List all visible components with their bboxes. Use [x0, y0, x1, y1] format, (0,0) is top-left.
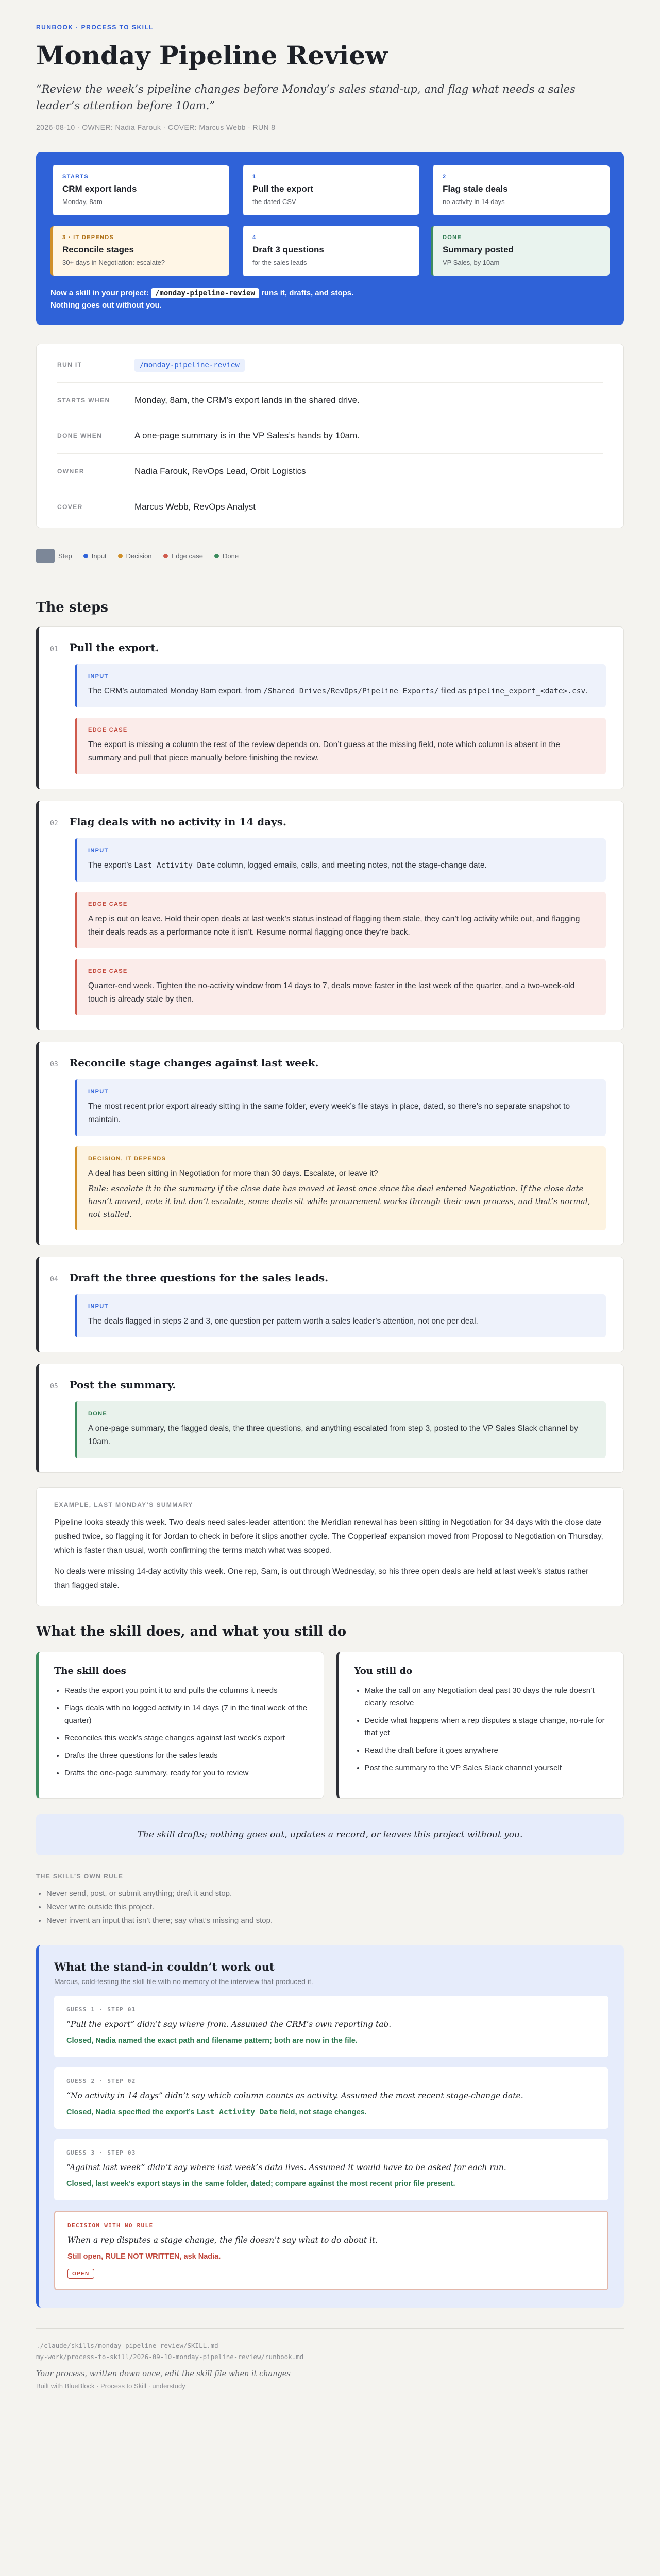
step-card-02: 02 Flag deals with no activity in 14 days. INPUT The export’s Last Activity Date column, logged emails, calls, and meeting notes, not the stage-change date. EDGE CASE A rep is out on leave. Hold their open deals at last week’s status instead of flagging them stale, they can’t log activity while out, and flagging their deals reads as a performance note it isn’t. Resume normal flagging once they’re back. EDGE CASE Quarter-end week. Tighten the no-activity window from 14 days to 7, deals move faster in the last week of the quarter, and a two-week-old touch is already stale by then.: [36, 801, 624, 1030]
breadcrumb: RUNBOOK · PROCESS TO SKILL: [36, 24, 154, 31]
flow-card-starts: STARTS CRM export lands Monday, 8am: [50, 165, 229, 215]
list-item: • Drafts the one-page summary, ready for you to review: [64, 1767, 308, 1780]
legend: Step Input Decision Edge case Done: [36, 549, 624, 563]
rules-heading: THE SKILL’S OWN RULE: [36, 1873, 124, 1880]
list-item: • Read the draft before it goes anywhere: [365, 1744, 608, 1757]
guess-card-2: GUESS 2 · STEP 02 “No activity in 14 days” didn’t say which column counts as activity. Assumed the most recent stage-change date. Closed, Nadia specified the export’s Last Activity Date field, not stage changes.: [54, 2067, 608, 2129]
flow-card-done: DONE Summary posted VP Sales, by 10am: [431, 226, 610, 276]
edge-case-block: EDGE CASE The export is missing a column the rest of the review depends on. Don’t guess at the missing field, note which column is absent in the summary and pull that piece manually before finishing the review.: [75, 718, 606, 774]
guess-card-3: GUESS 3 · STEP 03 “Against last week” didn’t say where last week’s data lives. Assumed it would have to be asked for each run. Closed, last week’s export stays in the same folder, dated; compare against the most recent prior file present.: [54, 2139, 608, 2200]
flow-note: Now a skill in your project: /monday-pipeline-review runs it, drafts, and stops. Nothing goes out without you.: [50, 289, 354, 310]
step-card-03: 03 Reconcile stage changes against last week. INPUT The most recent prior export already sitting in the same folder, every week’s file stays in place, dated, so there’s no separate snapshot to maintain. DECISION, IT DEPENDS A deal has been sitting in Negotiation for more than 30 days. Escalate, or leave it? Rule: escalate it in the summary if the close date has moved at least once since the deal entered Negotiation. If the close date hasn’t moved, note it but don’t escalate, some deals sit while procurement works through their own process, and that’s normal, not stalled.: [36, 1042, 624, 1245]
flow-row-top: [50, 165, 610, 215]
list-item: • Flags deals with no logged activity in 14 days (7 in the final week of the quarter): [64, 1702, 308, 1727]
list-item: • Decide what happens when a rep disputes a stage change, no-rule for that yet: [365, 1715, 608, 1739]
drafts-only-banner: The skill drafts; nothing goes out, updates a record, or leaves this project without you.: [36, 1814, 624, 1855]
run-row-starts-when: STARTS WHEN Monday, 8am, the CRM’s export lands in the shared drive.: [57, 383, 603, 418]
list-item: • Make the call on any Negotiation deal past 30 days the rule doesn’t clearly resolve: [365, 1685, 608, 1709]
open-decision-card: DECISION WITH NO RULE When a rep disputes a stage change, the file doesn’t say what to do about it. Still open, RULE NOT WRITTEN, ask Nadia. OPEN: [54, 2211, 608, 2290]
skill-command[interactable]: /monday-pipeline-review: [151, 288, 259, 298]
you-do-column: You still do • Make the call on any Negotiation deal past 30 days the rule doesn’t clearly resolve • Decide what happens when a rep disputes a stage change, no-rule for that yet • Read the draft before it goes anywhere • Post the summary to the VP Sales Slack channel yourself: [336, 1652, 624, 1799]
steps-heading: The steps: [36, 600, 108, 615]
decision-rule: Rule: escalate it in the summary if the close date has moved at least once since the deal entered Negotiation. If the close date hasn’t moved, note it but don’t escalate, some deals sit while procurement works through their own process, and that’s normal, not stalled.: [88, 1184, 590, 1219]
list-item: • Reconciles this week’s stage changes against last week’s export: [64, 1732, 308, 1744]
step-swatch-icon: [36, 549, 55, 563]
edge-dot-icon: [163, 554, 168, 558]
input-block: INPUT The CRM’s automated Monday 8am export, from /Shared Drives/RevOps/Pipeline Exports/ filed as pipeline_export_<date>.csv.: [75, 664, 606, 707]
list-item: • Never send, post, or submit anything; draft it and stop.: [46, 1887, 624, 1901]
input-dot-icon: [83, 554, 88, 558]
skill-does-column: The skill does • Reads the export you point it to and pulls the columns it needs • Flags deals with no logged activity in 14 days (7 in the final week of the quarter) • Reconciles this week’s stage changes against last week’s export • Drafts the three questions for the sales leads • Drafts the one-page summary, ready for you to review: [36, 1652, 324, 1799]
runbook-file-path[interactable]: my-work/process-to-skill/2026-09-10-monday-pipeline-review/runbook.md: [36, 2353, 304, 2361]
footer: [36, 2328, 624, 2390]
step-card-04: 04 Draft the three questions for the sales leads. INPUT The deals flagged in steps 2 and 3, one question per pattern worth a sales leader’s attention, not one per deal.: [36, 1257, 624, 1352]
list-item: • Post the summary to the VP Sales Slack channel yourself: [365, 1762, 608, 1774]
stand-in-guesses: What the stand-in couldn’t work out Marcus, cold-testing the skill file with no memory of the interview that produced it. GUESS 1 · STEP 01 “Pull the export” didn’t say where from. Assumed the CRM’s own reporting tab. Closed, Nadia named the exact path and filename pattern; both are now in the file. GUESS 2 · STEP 02 “No activity in 14 days” didn’t say which column counts as activity. Assumed the most recent stage-change date. Closed, Nadia specified the export’s Last Activity Date field, not stage changes. GUESS 3 · STEP 03 “Against last week” didn’t say where last week’s data lives. Assumed it would have to be asked for each run. Closed, last week’s export stays in the same folder, dated; compare against the most recent prior file present. DECISION WITH NO RULE When a rep disputes a stage change, the file doesn’t say what to do about it. Still open, RULE NOT WRITTEN, ask Nadia. OPEN: [36, 1945, 624, 2308]
run-meta: 2026-08-10 · OWNER: Nadia Farouk · COVER: Marcus Webb · RUN 8: [36, 123, 276, 131]
flow-card-step-2: 2 Flag stale deals no activity in 14 days: [431, 165, 610, 215]
skill-file-path[interactable]: ./claude/skills/monday-pipeline-review/SKILL.md: [36, 2342, 218, 2349]
edge-case-block: EDGE CASE Quarter-end week. Tighten the no-activity window from 14 days to 7, deals move faster in the last week of the quarter, and a two-week-old touch is already stale by then.: [75, 959, 606, 1015]
done-block: DONE A one-page summary, the flagged deals, the three questions, and anything escalated from step 3, posted to the VP Sales Slack channel by 10am.: [75, 1401, 606, 1458]
input-block: INPUT The export’s Last Activity Date column, logged emails, calls, and meeting notes, not the stage-change date.: [75, 838, 606, 882]
flow-row-bottom: [50, 226, 610, 276]
list-item: • Never invent an input that isn’t there; say what’s missing and stop.: [46, 1914, 624, 1927]
done-dot-icon: [214, 554, 219, 558]
list-item: • Reads the export you point it to and pulls the columns it needs: [64, 1685, 308, 1697]
list-item: • Never write outside this project.: [46, 1901, 624, 1914]
process-flow-panel: [36, 152, 624, 325]
run-row-cover: COVER Marcus Webb, RevOps Analyst: [57, 502, 256, 512]
run-row-owner: OWNER Nadia Farouk, RevOps Lead, Orbit Logistics: [57, 454, 603, 489]
open-badge: OPEN: [67, 2269, 94, 2279]
guess-card-1: GUESS 1 · STEP 01 “Pull the export” didn’t say where from. Assumed the CRM’s own reporting tab. Closed, Nadia named the exact path and filename pattern; both are now in the file.: [54, 1996, 608, 2057]
footer-credit: Built with BlueBlock · Process to Skill · understudy: [36, 2382, 185, 2390]
skill-rules: [36, 1887, 624, 1927]
run-row-run-it: RUN IT /monday-pipeline-review: [57, 347, 603, 383]
decision-block: DECISION, IT DEPENDS A deal has been sitting in Negotiation for more than 30 days. Escalate, or leave it? Rule: escalate it in the summary if the close date has moved at least once since the deal entered Negotiation. If the close date hasn’t moved, note it but don’t escalate, some deals sit while procurement works through their own process, and that’s normal, not stalled.: [75, 1146, 606, 1230]
responsibility-split: [36, 1652, 624, 1799]
split-heading: What the skill does, and what you still do: [36, 1624, 347, 1639]
edge-case-block: EDGE CASE A rep is out on leave. Hold their open deals at last week’s status instead of flagging them stale, they can’t log activity while out, and flagging their deals reads as a performance note it isn’t. Resume normal flagging once they’re back.: [75, 892, 606, 948]
page-title: Monday Pipeline Review: [36, 40, 388, 71]
step-card-05: 05 Post the summary. DONE A one-page summary, the flagged deals, the three questions, and anything escalated from step 3, posted to the VP Sales Slack channel by 10am.: [36, 1364, 624, 1473]
example-summary: EXAMPLE, LAST MONDAY’S SUMMARY Pipeline looks steady this week. Two deals need sales-leader attention: the Meridian renewal has been sitting in Negotiation for 34 days with the close date pushed twice, so flagging it for Jordan to check in before it slips another cycle. The Copperleaf expansion moved from Proposal to Negotiation on Thursday, which is faster than usual, worth confirming the terms match what was scoped. No deals were missing 14-day activity this week. One rep, Sam, is out through Wednesday, so his three open deals are held at last week’s status rather than flagged stale.: [36, 1487, 624, 1606]
run-details-table: [36, 344, 624, 528]
input-block: INPUT The most recent prior export already sitting in the same folder, every week’s file stays in place, dated, so there’s no separate snapshot to maintain.: [75, 1079, 606, 1136]
list-item: • Drafts the three questions for the sales leads: [64, 1750, 308, 1762]
flow-card-step-3-decision: 3 · IT DEPENDS Reconcile stages 30+ days in Negotiation: escalate?: [50, 226, 229, 276]
step-card-01: 01 Pull the export. INPUT The CRM’s automated Monday 8am export, from /Shared Drives/RevOps/Pipeline Exports/ filed as pipeline_export_<date>.csv. EDGE CASE The export is missing a column the rest of the review depends on. Don’t guess at the missing field, note which column is absent in the summary and pull that piece manually before finishing the review.: [36, 626, 624, 789]
run-command[interactable]: /monday-pipeline-review: [134, 359, 245, 372]
run-row-done-when: DONE WHEN A one-page summary is in the VP Sales’s hands by 10am.: [57, 418, 603, 454]
footer-tagline: Your process, written down once, edit the skill file when it changes: [36, 2370, 291, 2378]
flow-card-step-4: 4 Draft 3 questions for the sales leads: [241, 226, 419, 276]
decision-dot-icon: [118, 554, 123, 558]
process-quote: “Review the week’s pipeline changes before Monday’s sales stand-up, and flag what needs a sales leader’s attention before 10am.”: [36, 83, 576, 112]
input-block: INPUT The deals flagged in steps 2 and 3, one question per pattern worth a sales leader’s attention, not one per deal.: [75, 1294, 606, 1337]
flow-card-step-1: 1 Pull the export the dated CSV: [241, 165, 419, 215]
